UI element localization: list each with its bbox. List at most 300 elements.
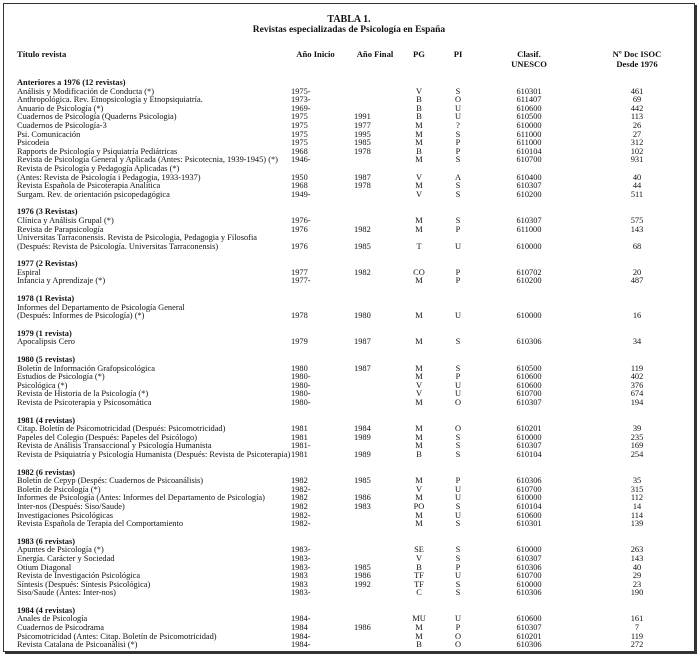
cell-start-year: 1980- [291,389,311,399]
cell-start-year: 1983- [291,545,311,555]
cell-start-year: 1983 [291,579,308,589]
table-title: Revistas especializadas de Psicología en España [252,25,446,35]
cell-title: Revista de Psicología General y Aplicada (Antes: Psicotecnia, 1939-1945) (*) [17,155,278,165]
cell-pg: V [415,172,423,182]
cell-isoc: 68 [632,241,642,251]
cell-unesco: 610600 [516,614,542,624]
cell-start-year: 1984 [291,623,308,633]
cell-pg: M [415,510,423,520]
cell-pg: M [415,631,423,641]
cell-unesco: 611407 [516,95,542,105]
cell-isoc: 575 [630,215,644,225]
table-group [4,260,694,286]
cell-isoc: 7 [634,623,640,633]
cell-isoc: 190 [630,588,644,598]
cell-pg: M [415,120,423,130]
header-unesco-line1: Clasif. [517,49,541,59]
cell-title: Energía. Carácter y Sociedad [17,553,115,563]
cell-pi: U [454,571,462,581]
cell-pg: M [415,138,423,148]
cell-unesco: 610301 [516,86,542,96]
group-title: 1983 (6 revistas) [17,536,75,546]
cell-pg: TF [414,579,424,589]
cell-end-year: 1977 [354,120,371,130]
cell-pi: P [455,224,461,234]
cell-pi: S [455,86,461,96]
cell-isoc: 113 [630,112,644,122]
cell-isoc: 194 [630,398,644,407]
cell-unesco: 610700 [516,484,542,494]
cell-unesco: 610000 [516,432,542,442]
cell-unesco: 610306 [516,476,542,486]
cell-title: Revista de Historia de la Psicología (*) [17,389,149,399]
cell-isoc: 511 [630,189,644,199]
cell-isoc: 402 [630,372,644,382]
cell-title: (Después: Informes de Psicología) (*) [17,311,145,321]
cell-unesco: 610702 [516,267,542,277]
cell-end-year: 1989 [354,432,371,442]
cell-end-year: 1991 [354,112,371,122]
cell-pi: P [455,372,461,382]
cell-pg: M [415,424,423,434]
header-start-year: Año Inicio [296,49,335,59]
cell-unesco: 610500 [516,363,542,373]
cell-pi: U [454,380,462,390]
cell-unesco: 610500 [516,112,542,122]
cell-unesco: 610700 [516,571,542,581]
cell-unesco: 610600 [516,372,542,382]
cell-title: Revista Catalana de Psicoanàlisi (*) [17,640,138,650]
cell-isoc: 376 [630,380,644,390]
table-caption [4,14,694,36]
cell-end-year: 1986 [354,623,371,633]
table-row [4,122,694,131]
cell-title: Estudios de Psicología (*) [17,372,105,382]
table-group [4,79,694,199]
cell-pg: M [415,476,423,486]
cell-end-year: 1987 [354,363,371,373]
cell-pg: C [416,588,422,598]
cell-end-year: 1986 [354,571,371,581]
cell-pi: U [454,493,462,503]
cell-end-year: 1995 [354,129,371,139]
cell-unesco: 610307 [516,181,542,191]
cell-title: Síntesis (Después: Síntesis Psicológica) [17,579,151,589]
group-title: 1980 (5 revistas) [17,355,75,365]
cell-pg: M [415,129,423,139]
cell-title: Revista Española de Terapia del Comportamiento [17,519,184,529]
cell-title: Universitas Tarraconensis. Revista de Psicologia, Pedagogia y Filosofia [17,233,257,243]
cell-isoc: 254 [630,449,644,459]
table-number: TABLA 1. [327,14,371,25]
cell-isoc: 20 [632,267,642,277]
cell-start-year: 1981- [291,441,311,451]
table-row [4,373,694,382]
cell-unesco: 610200 [516,276,542,286]
table-group [4,538,694,598]
cell-pi: S [455,579,461,589]
cell-isoc: 161 [630,614,644,624]
cell-title: Apuntes de Psicología (*) [17,545,104,555]
cell-title: Psicomotricidad (Antes: Citap. Boletín de Psicomotricidad) [17,631,217,641]
table-row [4,399,694,408]
table-row [4,520,694,529]
table-row [4,131,694,140]
cell-pi: P [455,146,461,156]
cell-pi: U [454,510,462,520]
group-title: 1979 (1 revista) [17,328,72,338]
cell-pg: M [415,398,423,407]
cell-unesco: 610306 [516,588,542,598]
cell-unesco: 610000 [516,241,542,251]
cell-pg: M [415,432,423,442]
cell-title: Boletín de Cepyp (Despés: Cuadernos de Psicoanálisis) [17,476,204,486]
group-title: 1977 (2 Revistas) [17,259,78,269]
cell-isoc: 139 [630,519,644,529]
cell-pg: M [415,623,423,633]
cell-title: Cuadernos de Psicodrama [17,623,104,633]
cell-start-year: 1976- [291,215,311,225]
cell-unesco: 610104 [516,449,542,459]
cell-title: Anuario de Psicología (*) [17,103,104,113]
cell-isoc: 263 [630,545,644,555]
cell-pg: B [416,640,422,650]
cell-title: Espiral [17,267,41,277]
cell-pi: P [455,476,461,486]
cell-start-year: 1982- [291,484,311,494]
cell-unesco: 610307 [516,398,542,407]
cell-pi: S [455,501,461,511]
cell-unesco: 610700 [516,389,542,399]
group-title: 1982 (6 revistas) [17,467,75,477]
cell-title: Investigaciones Psicológicas [17,510,114,520]
cell-isoc: 16 [632,311,642,321]
table-row [4,555,694,564]
cell-title: Siso/Saude (Antes: Inter-nos) [17,588,116,598]
cell-start-year: 1976 [291,224,308,234]
group-title: Anteriores a 1976 (12 revistas) [17,78,126,87]
cell-isoc: 487 [630,276,644,286]
table-row [4,338,694,347]
cell-pi: S [455,449,461,459]
cell-pg: V [415,189,423,199]
cell-pg: M [415,363,423,373]
cell-end-year: 1980 [354,311,371,321]
cell-start-year: 1982 [291,501,308,511]
cell-start-year: 1976 [291,241,308,251]
cell-pi: U [454,112,462,122]
cell-isoc: 674 [630,389,644,399]
cell-unesco: 610307 [516,623,542,633]
cell-title: Revista de Parapsicología [17,224,104,234]
cell-pg: TF [414,571,424,581]
cell-pg: M [415,181,423,191]
cell-title: Revista de Análisis Transaccional y Psicología Humanista [17,441,212,451]
cell-start-year: 1982 [291,493,308,503]
cell-pi: U [454,311,462,321]
cell-pg: M [415,337,423,347]
header-unesco [496,49,562,69]
cell-pg: V [415,380,423,390]
cell-start-year: 1978 [291,311,308,321]
cell-unesco: 610000 [516,545,542,555]
cell-unesco: 610000 [516,311,542,321]
cell-isoc: 143 [630,224,644,234]
cell-pi: U [454,389,462,399]
table-row [4,113,694,122]
cell-title: Inter-nos (Después: Siso/Saude) [17,501,125,511]
table-group [4,295,694,321]
cell-pg: PO [413,501,425,511]
cell-isoc: 34 [632,337,642,347]
cell-title: Boletín de Psicología (*) [17,484,101,494]
cell-unesco: 610201 [516,631,542,641]
cell-unesco: 610000 [516,493,542,503]
cell-pi: U [454,484,462,494]
group-title: 1981 (4 revistas) [17,415,75,425]
cell-pg: SE [414,545,424,555]
cell-pi: S [455,181,461,191]
cell-unesco: 610306 [516,640,542,650]
cell-start-year: 1984- [291,631,311,641]
cell-isoc: 26 [632,120,642,130]
cell-pg: M [415,155,423,165]
header-isoc-line1: Nº Doc ISOC [612,49,662,59]
cell-start-year: 1980 [291,363,308,373]
cell-pi: O [454,640,462,650]
cell-title: Papeles del Colegio (Después: Papeles del Psicólogo) [17,432,198,442]
cell-unesco: 610306 [516,562,542,572]
cell-start-year: 1980- [291,372,311,382]
cell-start-year: 1981 [291,424,308,434]
cell-isoc: 442 [630,103,644,113]
table-row [4,96,694,105]
cell-start-year: 1981 [291,449,308,459]
cell-title: Boletín de Información Grafopsicológica [17,363,155,373]
cell-start-year: 1977 [291,267,308,277]
cell-end-year: 1987 [354,172,371,182]
cell-isoc: 119 [630,363,644,373]
cell-pi: S [455,545,461,555]
cell-title: Citap. Boletín de Psicomotricidad (Después: Psicomotricidad) [17,424,226,434]
cell-title: Revista de Psiquiatría y Psicología Humanista (Después: Revista de Psicoterapia) [17,449,291,459]
cell-title: Psi. Comunicación [17,129,81,139]
table-row [4,269,694,278]
cell-title: Revista de Investigación Psicológica [17,571,141,581]
cell-start-year: 1983- [291,562,311,572]
cell-end-year: 1982 [354,224,371,234]
cell-start-year: 1984- [291,640,311,650]
table-row [4,312,694,321]
cell-pi: S [455,155,461,165]
cell-start-year: 1975 [291,129,308,139]
cell-isoc: 35 [632,476,642,486]
cell-isoc: 312 [630,138,644,148]
cell-title: (Después: Revista de Psicología. Universitas Tarraconensis) [17,241,219,251]
cell-unesco: 610307 [516,441,542,451]
group-title: 1984 (4 revistas) [17,605,75,615]
cell-pi: P [455,138,461,148]
cell-start-year: 1982- [291,519,311,529]
cell-end-year: 1985 [354,138,371,148]
cell-end-year: 1989 [354,449,371,459]
cell-pi: O [454,398,462,407]
cell-isoc: 315 [630,484,644,494]
cell-end-year: 1987 [354,337,371,347]
cell-pg: M [415,441,423,451]
table-row [4,191,694,200]
cell-start-year: 1950 [291,172,308,182]
cell-start-year: 1984- [291,614,311,624]
cell-isoc: 40 [632,172,642,182]
header-end-year: Año Final [356,49,394,59]
cell-title: Apocalipsis Cero [17,337,75,347]
cell-unesco: 611000 [516,224,542,234]
cell-start-year: 1983 [291,571,308,581]
cell-isoc: 169 [630,441,644,451]
cell-title: Anthropológica. Rev. Etnopsicología y Etnopsiquiatría. [17,95,203,105]
cell-pi: P [455,623,461,633]
cell-title: Anales de Psicología [17,614,88,624]
cell-pi: ? [456,120,460,130]
cell-title: Revista de Psicoterapia y Psicosomática [17,398,152,407]
cell-pi: P [455,267,461,277]
group-title: 1978 (1 Revista) [17,294,75,304]
table-row [4,243,694,252]
table-group [4,356,694,408]
cell-pi: P [455,562,461,572]
table-row [4,451,694,460]
cell-title: Informes de Psicología (Antes: Informes del Departamento de Psicología) [17,493,265,503]
cell-pg: B [416,103,422,113]
cell-isoc: 114 [630,510,644,520]
cell-isoc: 44 [632,181,642,191]
table-row [4,365,694,374]
table-group [4,330,694,347]
cell-pi: S [455,337,461,347]
table-row [4,217,694,226]
cell-pg: M [415,493,423,503]
header-pg: PG [413,49,425,59]
cell-pg: B [416,146,422,156]
table-group [4,417,694,460]
cell-pg: B [416,449,422,459]
table-body [4,79,694,659]
table-group [4,208,694,251]
cell-title: Clínica y Análisis Grupal (*) [17,215,114,225]
group-title: 1976 (3 Revistas) [17,207,78,217]
cell-pg: M [415,276,423,286]
cell-pi: U [454,241,462,251]
cell-unesco: 611000 [516,138,542,148]
cell-pi: O [454,631,462,641]
cell-pi: O [454,424,462,434]
cell-pi: U [454,614,462,624]
cell-pi: S [455,129,461,139]
header-pi: PI [453,49,463,59]
cell-isoc: 39 [632,424,642,434]
cell-isoc: 69 [632,95,642,105]
cell-unesco: 610000 [516,120,542,130]
table-row [4,477,694,486]
header-isoc [600,49,674,69]
cell-title: Psicológica (*) [17,380,68,390]
cell-pi: O [454,95,462,105]
cell-end-year: 1983 [354,501,371,511]
cell-start-year: 1975 [291,112,308,122]
cell-end-year: 1985 [354,562,371,572]
cell-pg: V [415,484,423,494]
cell-unesco: 610400 [516,172,542,182]
table-row [4,641,694,650]
cell-pi: S [455,215,461,225]
cell-start-year: 1975 [291,120,308,130]
cell-unesco: 610104 [516,146,542,156]
cell-title: Análisis y Modificación de Conducta (*) [17,86,154,96]
cell-unesco: 610700 [516,155,542,165]
cell-start-year: 1969- [291,103,311,113]
cell-isoc: 461 [630,86,644,96]
cell-start-year: 1982 [291,476,308,486]
cell-unesco: 610301 [516,519,542,529]
cell-pi: S [455,189,461,199]
cell-pi: A [454,172,462,182]
cell-pg: V [415,389,423,399]
cell-title: Cuadernos de Psicología (Quaderns Psicologia) [17,112,177,122]
cell-title: Informes del Departamento de Psicología General [17,302,185,312]
cell-unesco: 610000 [516,579,542,589]
cell-unesco: 611000 [516,129,542,139]
cell-pg: B [416,562,422,572]
cell-pi: S [455,519,461,529]
cell-title: Surgam. Rev. de orientación psicopedagógica [17,189,170,199]
cell-title: Psicodeia [17,138,50,148]
cell-isoc: 235 [630,432,644,442]
table-row [4,277,694,286]
cell-pg: MU [412,614,426,624]
cell-unesco: 610307 [516,553,542,563]
cell-start-year: 1981 [291,432,308,442]
cell-end-year: 1978 [354,181,371,191]
cell-pg: M [415,519,423,529]
cell-isoc: 143 [630,553,644,563]
cell-start-year: 1983- [291,588,311,598]
cell-title: Revista de Psicología y Pedagogía Aplicadas (*) [17,163,180,173]
table-row [4,615,694,624]
cell-pg: V [415,86,423,96]
cell-pi: S [455,588,461,598]
header-isoc-line2: Desde 1976 [616,59,658,69]
table-group [4,469,694,529]
cell-start-year: 1983- [291,553,311,563]
cell-pg: M [415,215,423,225]
cell-start-year: 1980- [291,380,311,390]
cell-pi: S [455,432,461,442]
cell-pi: P [455,276,461,286]
cell-pg: M [415,224,423,234]
cell-unesco: 610306 [516,337,542,347]
cell-isoc: 40 [632,562,642,572]
cell-pg: B [416,112,422,122]
cell-start-year: 1968 [291,146,308,156]
cell-title: Revista Española de Psicoterapia Analítica [17,181,161,191]
cell-start-year: 1968 [291,181,308,191]
cell-title: Rapports de Psicología y Psiquiatría Pediátricas [17,146,178,156]
cell-start-year: 1946- [291,155,311,165]
cell-isoc: 931 [630,155,644,165]
table-row [4,589,694,598]
cell-start-year: 1975- [291,86,311,96]
